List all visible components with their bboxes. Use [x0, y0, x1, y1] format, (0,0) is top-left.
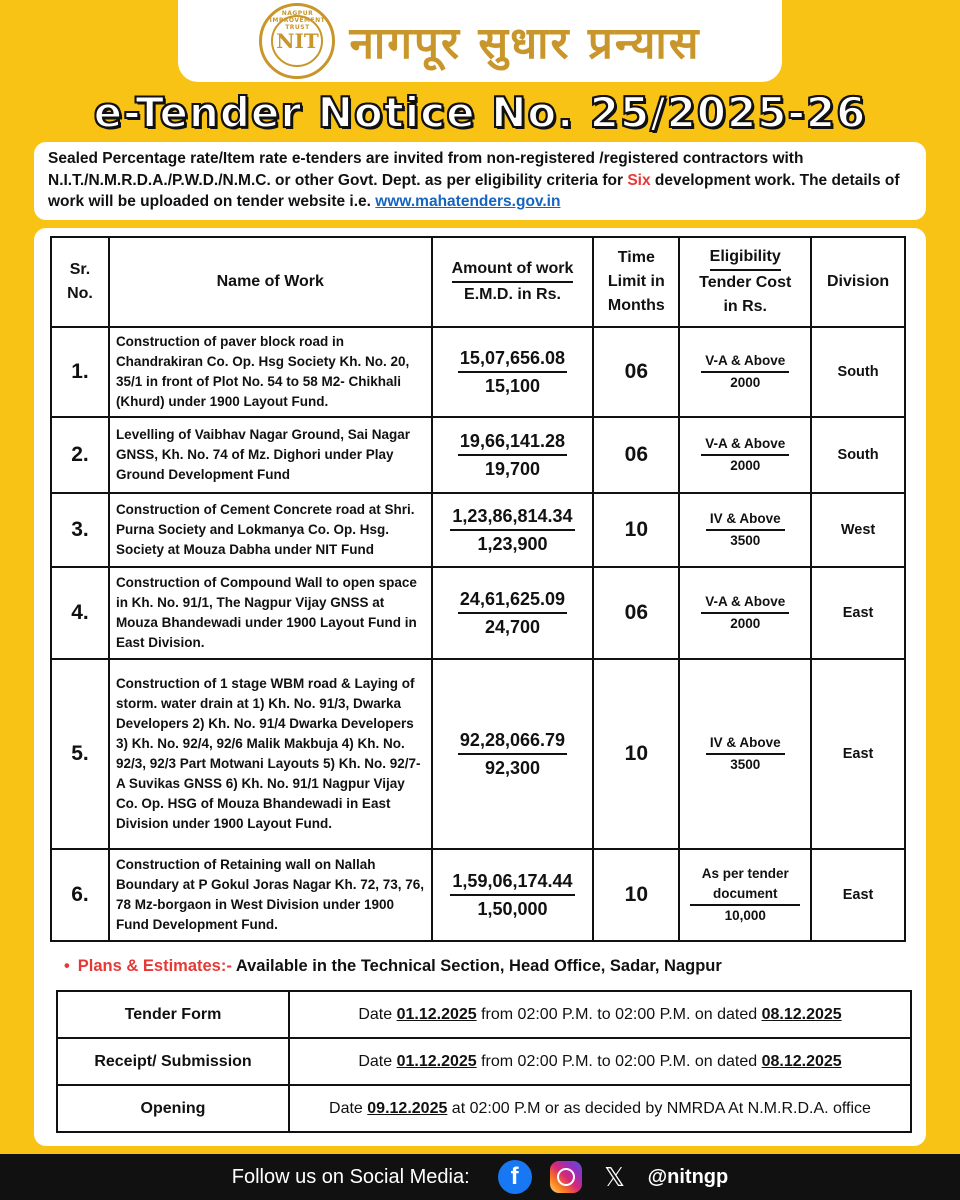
row-division: East	[811, 659, 905, 849]
row-tender-cost: 2000	[730, 616, 761, 631]
table-row	[51, 417, 905, 493]
row-emd: 19,700	[484, 459, 541, 479]
date-pre: Date	[358, 1052, 397, 1070]
row-amount: 1,59,06,174.44	[450, 868, 574, 896]
row-time: 06	[593, 327, 679, 417]
date-label: Tender Form	[57, 991, 289, 1038]
plans-estimates	[64, 957, 722, 976]
nit-logo-icon	[259, 3, 335, 79]
logo-monogram: NIT	[271, 15, 323, 67]
row-eligibility-cell	[679, 327, 811, 417]
header-amount-bottom: E.M.D. in Rs.	[464, 286, 561, 303]
row-emd: 24,700	[484, 617, 541, 637]
row-sr: 6.	[51, 849, 109, 941]
row-division: South	[811, 327, 905, 417]
date-start: 01.12.2025	[396, 1052, 477, 1070]
main-card	[34, 228, 926, 1146]
header-card	[178, 0, 782, 82]
row-amount: 1,23,86,814.34	[450, 503, 574, 531]
tender-website-link[interactable]: www.mahatenders.gov.in	[375, 193, 561, 210]
header-division: Division	[811, 237, 905, 327]
row-tender-cost: 2000	[730, 458, 761, 473]
table-row	[51, 493, 905, 567]
header-name: Name of Work	[109, 237, 432, 327]
row-amount: 19,66,141.28	[458, 428, 567, 456]
row-time: 06	[593, 567, 679, 659]
row-amount: 24,61,625.09	[458, 586, 567, 614]
date-mid: at 02:00 P.M or as decided by NMRDA At N.M.R.D.A. office	[447, 1099, 871, 1117]
instagram-icon[interactable]	[550, 1161, 582, 1193]
row-eligibility-cell	[679, 659, 811, 849]
row-work-name: Construction of Retaining wall on Nallah Boundary at P Gokul Joras Nagar Kh. 72, 73, 76, 78 Mz-borgaon in West Division under 1900 Fund Development Fund.	[109, 849, 432, 941]
row-eligibility: V-A & Above	[701, 351, 789, 373]
row-work-name: Construction of 1 stage WBM road & Laying of storm. water drain at 1) Kh. No. 91/3, Dwarka Developers 2) Kh. No. 91/4 Dwarka Developers 3) Kh. No. 92/4, 92/6 Malik Makbuja 4) Kh. No. 92/3, 92/3 Part Motwani Layouts 5) Kh. No. 92/7-A Suvikas GNSS 6) Kh. No. 91/1 Nagpur Vijay Co. Op. HSG of Mouza Bhandewadi in East Division under 1900 Layout Fund.	[109, 659, 432, 849]
intro-text	[34, 142, 926, 220]
row-amount-cell	[432, 659, 594, 849]
intro-part1: Sealed Percentage rate/Item rate e-tenders are invited from non-registered /registered contractors with N.I.T./N.M.R.D.A./P.W.D./N.M.C. or other Govt. Dept. as per eligibility criteria for	[48, 150, 804, 189]
row-amount-cell	[432, 327, 594, 417]
row-work-name: Construction of Compound Wall to open space in Kh. No. 91/1, The Nagpur Vijay GNSS at Mouza Bhandewadi under 1900 Layout Fund in East Division.	[109, 567, 432, 659]
row-amount: 92,28,066.79	[458, 727, 567, 755]
row-amount: 15,07,656.08	[458, 345, 567, 373]
row-time: 10	[593, 493, 679, 567]
footer-bar	[0, 1154, 960, 1200]
date-mid: from 02:00 P.M. to 02:00 P.M. on dated	[476, 1052, 762, 1070]
header-time: Time Limit in Months	[593, 237, 679, 327]
date-pre: Date	[329, 1099, 368, 1117]
row-tender-cost: 3500	[730, 757, 761, 772]
date-mid: from 02:00 P.M. to 02:00 P.M. on dated	[476, 1005, 762, 1023]
row-time: 10	[593, 849, 679, 941]
table-row	[51, 327, 905, 417]
plans-text: Available in the Technical Section, Head Office, Sadar, Nagpur	[231, 957, 722, 975]
date-pre: Date	[358, 1005, 397, 1023]
date-end: 08.12.2025	[761, 1052, 842, 1070]
row-work-name: Construction of Cement Concrete road at Shri. Purna Society and Lokmanya Co. Op. Hsg. Society at Mouza Dabha under NIT Fund	[109, 493, 432, 567]
row-eligibility-cell	[679, 493, 811, 567]
row-sr: 3.	[51, 493, 109, 567]
row-eligibility: V-A & Above	[701, 434, 789, 456]
row-eligibility: IV & Above	[706, 733, 785, 755]
row-eligibility-cell	[679, 567, 811, 659]
header-amount	[432, 237, 594, 327]
row-tender-cost: 3500	[730, 533, 761, 548]
table-row	[51, 659, 905, 849]
row-eligibility: IV & Above	[706, 509, 785, 531]
row-eligibility: V-A & Above	[701, 592, 789, 614]
row-eligibility-cell	[679, 417, 811, 493]
row-tender-cost: 10,000	[724, 908, 766, 923]
date-value	[289, 1085, 911, 1132]
row-tender-cost: 2000	[730, 375, 761, 390]
row-time: 10	[593, 659, 679, 849]
row-emd: 92,300	[484, 758, 541, 778]
follow-text: Follow us on Social Media:	[231, 1165, 470, 1188]
date-row	[57, 1085, 911, 1132]
intro-highlight: Six	[627, 171, 651, 189]
header-eligibility	[679, 237, 811, 327]
notice-title: e-Tender Notice No. 25/2025-26	[93, 88, 867, 137]
table-row	[51, 567, 905, 659]
date-row	[57, 1038, 911, 1085]
row-amount-cell	[432, 849, 594, 941]
plans-label: Plans & Estimates:-	[77, 957, 232, 975]
row-time: 06	[593, 417, 679, 493]
works-table	[50, 236, 906, 942]
date-end: 08.12.2025	[761, 1005, 842, 1023]
bullet-icon: •	[64, 957, 70, 975]
row-sr: 4.	[51, 567, 109, 659]
header-elig-bottom: Tender Cost in Rs.	[699, 274, 792, 315]
dates-table	[56, 990, 912, 1133]
row-eligibility: As per tender document	[690, 864, 800, 906]
date-row	[57, 991, 911, 1038]
row-work-name: Levelling of Vaibhav Nagar Ground, Sai Nagar GNSS, Kh. No. 74 of Mz. Dighori under Play Ground Development Fund	[109, 417, 432, 493]
row-amount-cell	[432, 567, 594, 659]
row-sr: 2.	[51, 417, 109, 493]
row-division: East	[811, 567, 905, 659]
row-emd: 1,23,900	[477, 534, 548, 554]
header-sr: Sr. No.	[51, 237, 109, 327]
header-amount-top: Amount of work	[452, 257, 574, 283]
facebook-icon[interactable]: f	[498, 1160, 532, 1194]
table-row	[51, 849, 905, 941]
table-header-row	[51, 237, 905, 327]
row-eligibility-cell	[679, 849, 811, 941]
row-emd: 15,100	[484, 376, 541, 396]
logo-text: NAGPUR IMPROVEMENT TRUST	[269, 10, 326, 31]
row-work-name: Construction of paver block road in Chandrakiran Co. Op. Hsg Society Kh. No. 20, 35/1 in front of Plot No. 54 to 58 M2- Chikhali (Khurd) under 1900 Layout Fund.	[109, 327, 432, 417]
row-amount-cell	[432, 493, 594, 567]
row-sr: 1.	[51, 327, 109, 417]
row-division: South	[811, 417, 905, 493]
header-elig-top: Eligibility	[710, 245, 781, 271]
date-label: Opening	[57, 1085, 289, 1132]
row-amount-cell	[432, 417, 594, 493]
row-division: East	[811, 849, 905, 941]
date-label: Receipt/ Submission	[57, 1038, 289, 1085]
org-name: नागपूर सुधार प्रन्यास	[349, 18, 701, 69]
date-start: 01.12.2025	[396, 1005, 477, 1023]
date-value	[289, 991, 911, 1038]
intro-part2: development work. The details of work will be uploaded on tender website i.e.	[48, 171, 900, 210]
row-division: West	[811, 493, 905, 567]
date-start: 09.12.2025	[367, 1099, 448, 1117]
row-sr: 5.	[51, 659, 109, 849]
row-emd: 1,50,000	[477, 899, 548, 919]
x-icon[interactable]: 𝕏	[604, 1161, 626, 1192]
date-value	[289, 1038, 911, 1085]
social-handle[interactable]: @nitngp	[647, 1165, 729, 1188]
